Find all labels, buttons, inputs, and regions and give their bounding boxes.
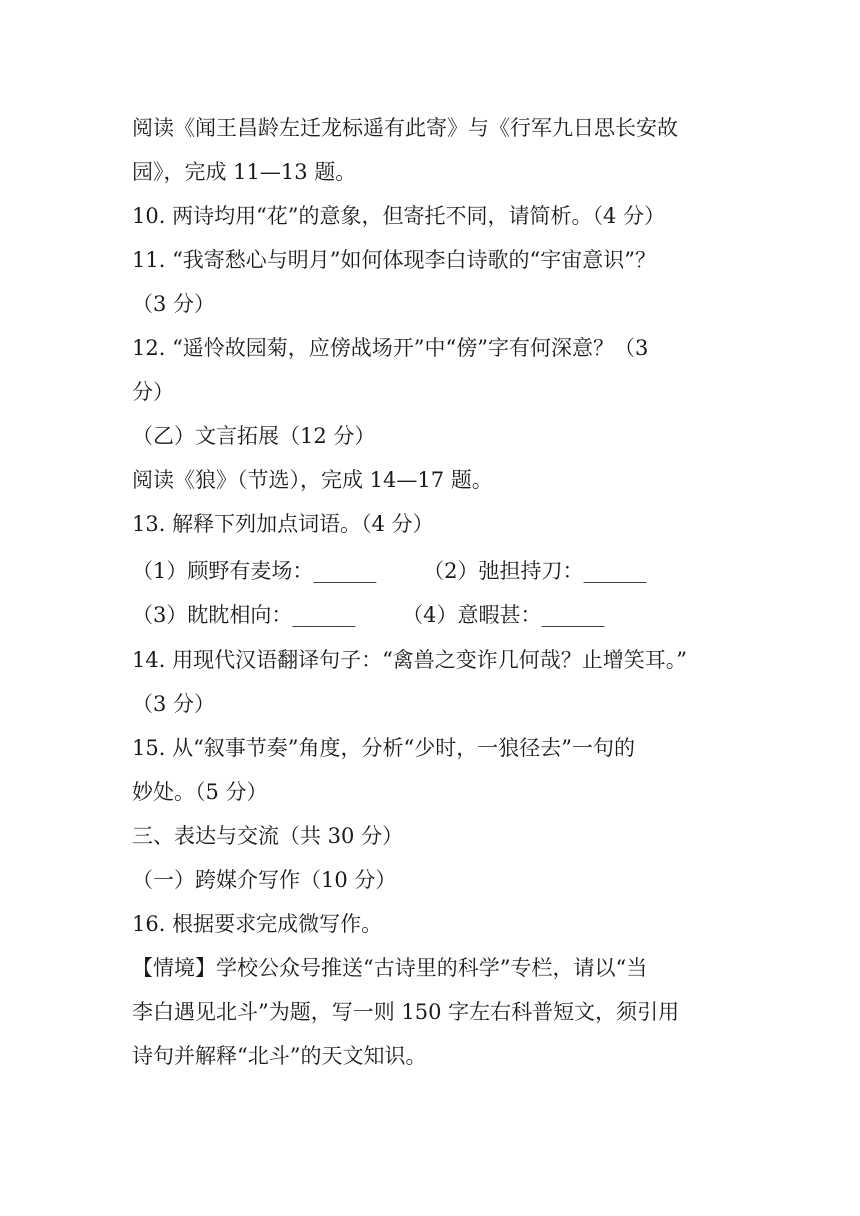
fill-blank-row: （1）顾野有麦场：______ （2）弛担持刀：______ (132, 559, 647, 583)
text-line: 分） (132, 380, 174, 404)
text-line: 李白遇见北斗”为题，写一则 150 字左右科普短文，须引用 (132, 1000, 680, 1024)
text-line: 妙处。（5 分） (132, 780, 268, 804)
question-13: 13. 解释下列加点词语。（4 分） (132, 512, 434, 536)
question-16: 16. 根据要求完成微写作。 (132, 912, 383, 936)
text-line: 阅读《狼》（节选），完成 14—17 题。 (132, 468, 493, 492)
text-line: 园》，完成 11—13 题。 (132, 160, 357, 184)
text-line: （3 分） (132, 692, 216, 716)
question-11: 11. “我寄愁心与明月”如何体现李白诗歌的“宇宙意识”？ (132, 248, 657, 272)
text-line: 【情境】学校公众号推送“古诗里的科学”专栏，请以“当 (132, 956, 648, 980)
text-line: 诗句并解释“北斗”的天文知识。 (132, 1044, 427, 1068)
section-heading: （乙）文言拓展（12 分） (132, 424, 376, 448)
question-10: 10. 两诗均用“花”的意象，但寄托不同，请简析。（4 分） (132, 204, 666, 228)
question-14: 14. 用现代汉语翻译句子：“禽兽之变诈几何哉？止增笑耳。” (132, 648, 688, 672)
section-heading: 三、表达与交流（共 30 分） (132, 824, 404, 848)
text-line: 阅读《闻王昌龄左迁龙标遥有此寄》与《行军九日思长安故 (132, 116, 678, 140)
question-12: 12. “遥怜故园菊，应傍战场开”中“傍”字有何深意？（3 (132, 336, 649, 360)
text-line: （3 分） (132, 292, 216, 316)
fill-blank-row: （3）眈眈相向：______ （4）意暇甚：______ (132, 603, 605, 627)
subsection-heading: （一）跨媒介写作（10 分） (132, 868, 397, 892)
question-15: 15. 从“叙事节奏”角度，分析“少时，一狼径去”一句的 (132, 736, 636, 760)
